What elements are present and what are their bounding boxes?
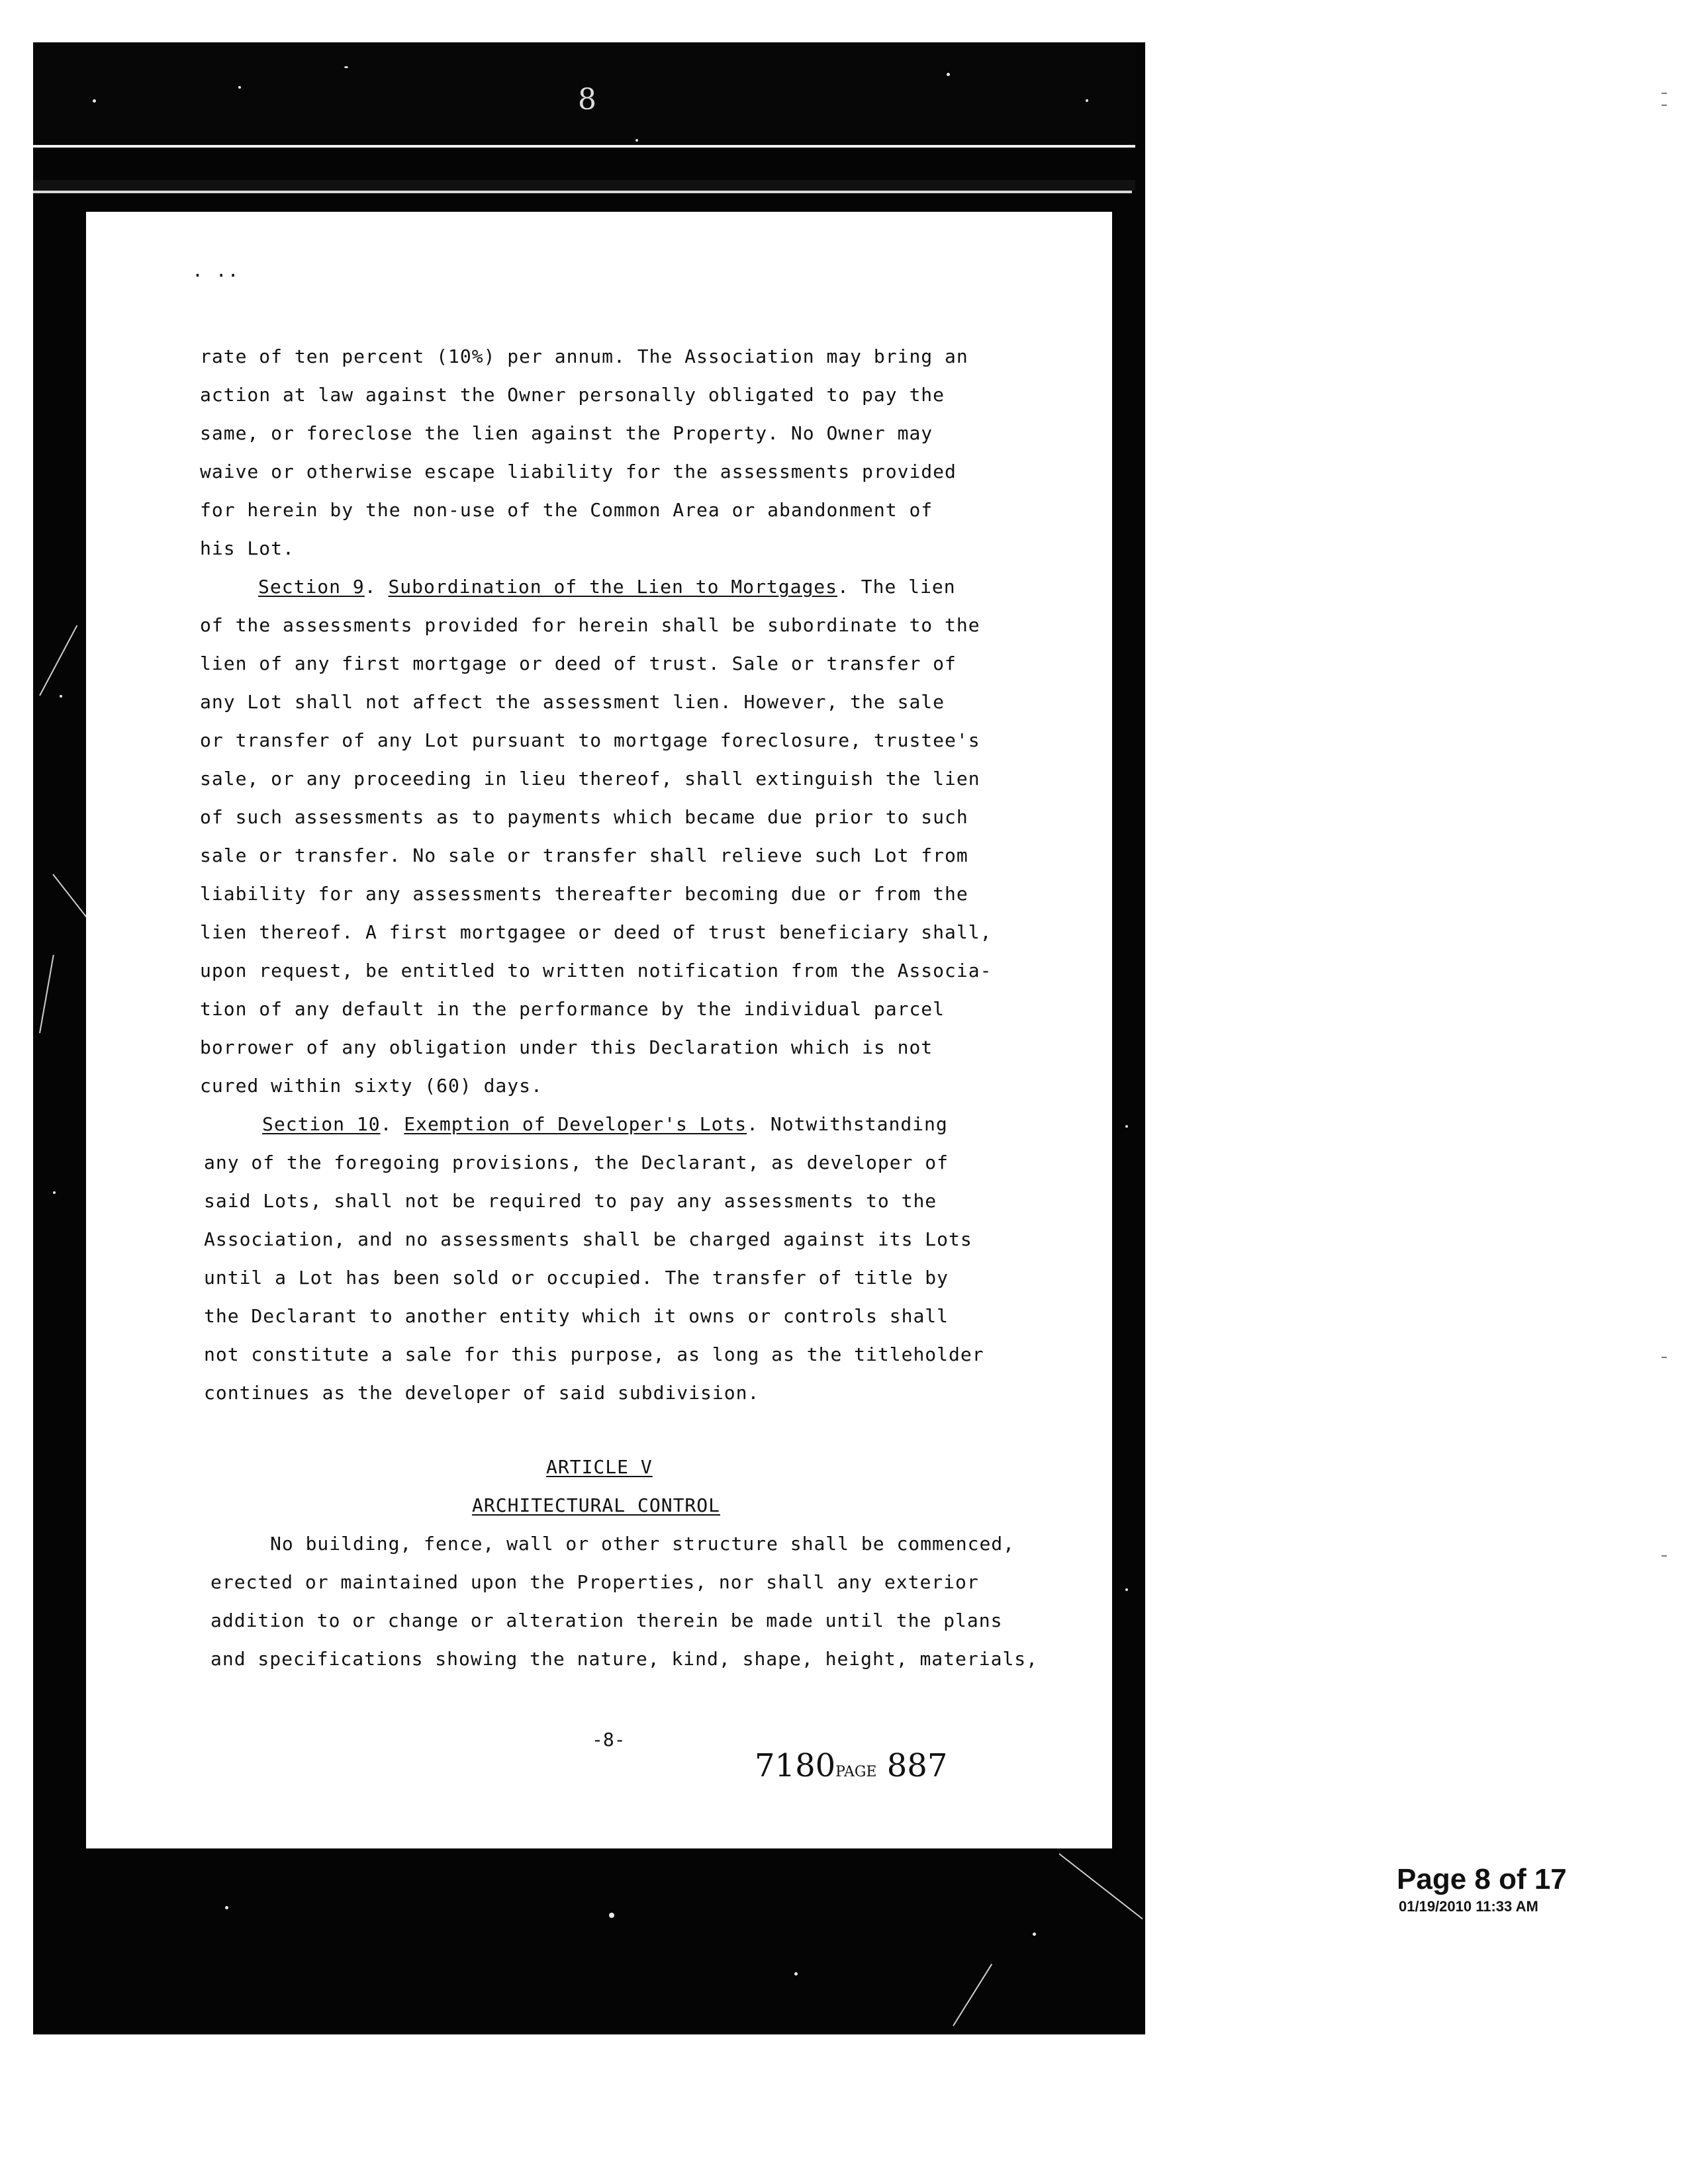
body-line: No building, fence, wall or other structure shall be commenced, xyxy=(270,1533,1015,1555)
scan-rule xyxy=(33,191,1132,193)
scan-speck xyxy=(1086,99,1088,102)
scan-speck xyxy=(609,1913,614,1918)
body-line: not constitute a sale for this purpose, as long as the titleholder xyxy=(204,1343,984,1365)
body-line: the Declarant to another entity which it owns or controls shall xyxy=(204,1305,949,1327)
print-timestamp: 01/19/2010 11:33 AM xyxy=(1399,1898,1538,1915)
body-line: any of the foregoing provisions, the Declarant, as developer of xyxy=(204,1152,949,1173)
body-line: cured within sixty (60) days. xyxy=(200,1075,543,1097)
article-number: ARTICLE V xyxy=(546,1456,653,1478)
body-line: erected or maintained upon the Properties, nor shall any exterior xyxy=(211,1571,979,1593)
scan-rule xyxy=(33,180,1135,191)
section-10-label: Section 10 xyxy=(262,1113,381,1135)
book-page-number: 887 xyxy=(886,1747,948,1784)
scan-speck xyxy=(238,86,241,89)
scan-frame-mark: 8 xyxy=(578,83,596,116)
section-10-rest: Notwithstanding xyxy=(759,1113,948,1135)
article-title: ARCHITECTURAL CONTROL xyxy=(472,1494,721,1516)
body-line: lien of any first mortgage or deed of trust. Sale or transfer of xyxy=(200,653,957,674)
body-line: upon request, be entitled to written notification from the Associa- xyxy=(200,960,992,981)
section-9-rest: The lien xyxy=(849,576,956,598)
body-line: his Lot. xyxy=(200,537,295,559)
scan-speck xyxy=(53,1191,56,1194)
margin-tick xyxy=(1662,1555,1667,1557)
body-line: same, or foreclose the lien against the Property. No Owner may xyxy=(200,422,933,444)
section-9-title: Subordination of the Lien to Mortgages xyxy=(388,576,838,598)
section-9-label: Section 9 xyxy=(258,576,365,598)
scan-speck xyxy=(635,139,638,142)
body-line: or transfer of any Lot pursuant to mortgage foreclosure, trustee's xyxy=(200,729,980,751)
scan-speck xyxy=(947,73,950,76)
scan-speck xyxy=(1125,1125,1128,1128)
document-page xyxy=(86,212,1112,1848)
body-line: of such assessments as to payments which became due prior to such xyxy=(200,806,968,828)
margin-tick xyxy=(1662,1357,1667,1358)
scan-speck xyxy=(225,1906,228,1909)
section-9-heading-line: Section 9. Subordination of the Lien to Mortgages. The lien xyxy=(258,576,956,598)
body-line: sale or transfer. No sale or transfer shall relieve such Lot from xyxy=(200,844,968,866)
book-page-reference xyxy=(755,1747,947,1784)
book-page-separator: PAGE xyxy=(835,1764,877,1780)
scan-speck xyxy=(60,695,62,698)
scan-speck xyxy=(344,66,348,68)
body-line: for herein by the non-use of the Common Area or abandonment of xyxy=(200,499,933,521)
body-line: liability for any assessments thereafter becoming due or from the xyxy=(200,883,968,905)
body-line: borrower of any obligation under this Declaration which is not xyxy=(200,1036,933,1058)
body-line: rate of ten percent (10%) per annum. The Association may bring an xyxy=(200,345,968,367)
page-number: -8- xyxy=(592,1729,626,1751)
body-line: continues as the developer of said subdivision. xyxy=(204,1382,760,1404)
body-line: sale, or any proceeding in lieu thereof, shall extinguish the lien xyxy=(200,768,980,790)
body-line: and specifications showing the nature, kind, shape, height, materials, xyxy=(211,1648,1039,1670)
body-line: any Lot shall not affect the assessment lien. However, the sale xyxy=(200,691,945,713)
stray-mark: . .. xyxy=(192,259,240,281)
body-line: Association, and no assessments shall be charged against its Lots xyxy=(204,1228,972,1250)
margin-tick xyxy=(1662,105,1667,106)
scan-rule xyxy=(33,145,1135,148)
section-10-title: Exemption of Developer's Lots xyxy=(404,1113,747,1135)
page-counter: Page 8 of 17 xyxy=(1397,1863,1567,1895)
scan-speck xyxy=(794,1972,798,1976)
scan-speck xyxy=(93,99,96,103)
body-line: lien thereof. A first mortgagee or deed of trust beneficiary shall, xyxy=(200,921,992,943)
book-number: 7180 xyxy=(755,1747,836,1784)
body-line: addition to or change or alteration therein be made until the plans xyxy=(211,1610,1003,1631)
margin-tick xyxy=(1662,93,1667,94)
section-10-heading-line: Section 10. Exemption of Developer's Lots. Notwithstanding xyxy=(262,1113,948,1135)
body-line: action at law against the Owner personally obligated to pay the xyxy=(200,384,945,406)
body-line: waive or otherwise escape liability for the assessments provided xyxy=(200,461,957,482)
body-line: said Lots, shall not be required to pay any assessments to the xyxy=(204,1190,937,1212)
body-line: of the assessments provided for herein shall be subordinate to the xyxy=(200,614,980,636)
body-line: tion of any default in the performance by the individual parcel xyxy=(200,998,945,1020)
scan-speck xyxy=(1033,1933,1036,1936)
scan-speck xyxy=(1125,1588,1128,1591)
body-line: until a Lot has been sold or occupied. The transfer of title by xyxy=(204,1267,949,1289)
